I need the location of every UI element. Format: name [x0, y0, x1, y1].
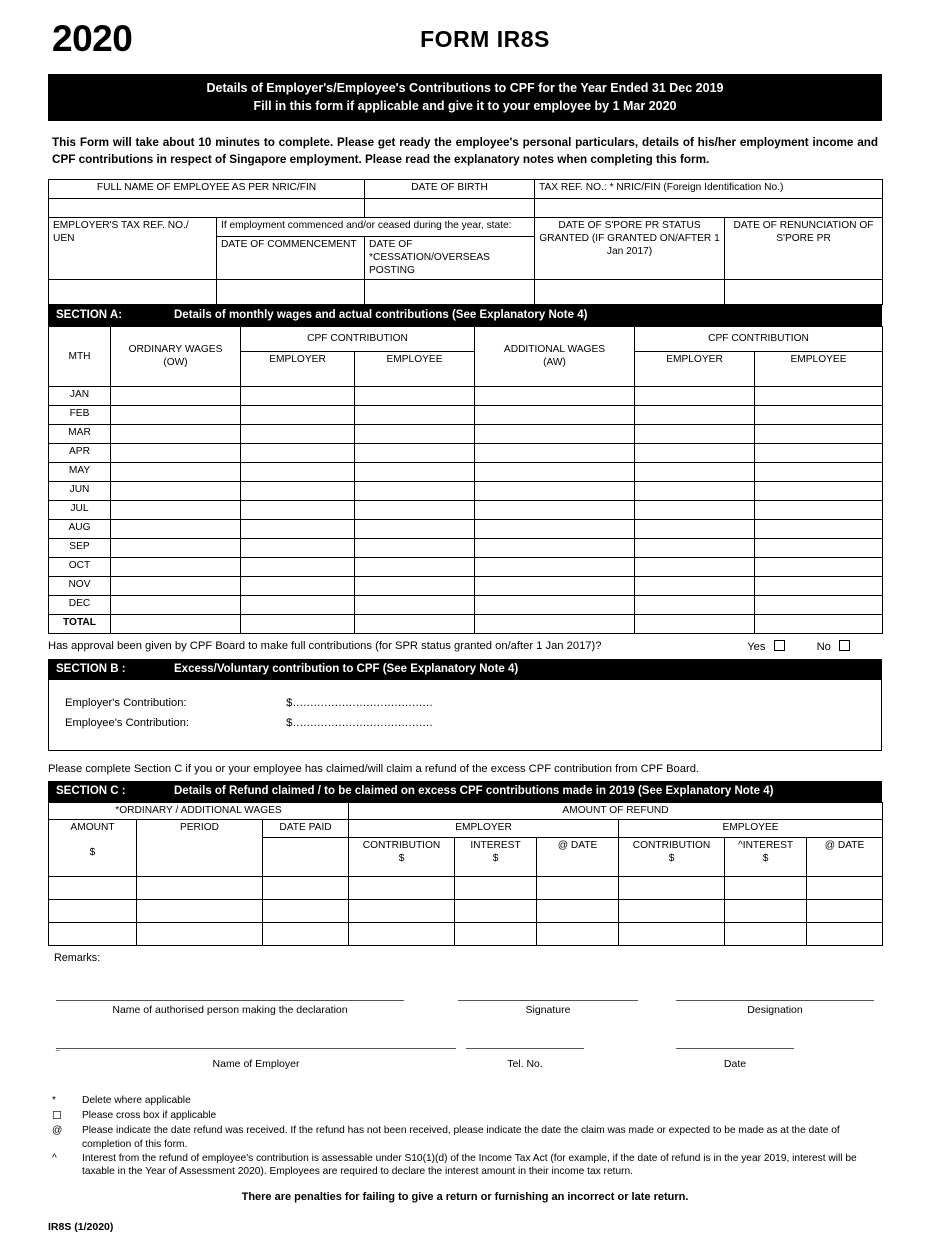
checkbox-yes[interactable]	[774, 640, 785, 651]
employer-contribution-row	[65, 694, 881, 714]
input-refund-r1-c8[interactable]	[807, 900, 883, 923]
col-amount-unit: $	[89, 847, 96, 859]
input-aw-employee-total[interactable]	[755, 615, 883, 634]
approval-yes-option[interactable]	[747, 639, 784, 653]
input-ow-employee-jul[interactable]	[355, 501, 475, 520]
table-row	[49, 444, 883, 463]
input-aw-employer-jan[interactable]	[635, 387, 755, 406]
input-ow-employer-total[interactable]	[241, 615, 355, 634]
input-aw-employee-feb[interactable]	[755, 406, 883, 425]
table-row	[49, 923, 883, 946]
approval-question-text: Has approval been given by CPF Board to make full contributions (for SPR status granted on/after 1 Jan 2017)?	[48, 640, 602, 653]
col-aw-abbr: (AW)	[543, 356, 566, 368]
footnote-item	[48, 1094, 882, 1107]
footnote-text: Please indicate the date refund was received. If the refund has not been received, please indicate the date the claim was made or expected to be made as at the date of completion of this form.	[82, 1125, 840, 1150]
cell-dob-label: DATE OF BIRTH	[365, 180, 535, 199]
col-additional-wages	[475, 327, 635, 387]
col-employee-at-date: @ DATE	[807, 838, 883, 877]
input-ow-employee-mar[interactable]	[355, 425, 475, 444]
table-row	[49, 577, 883, 596]
col-group-wages: *ORDINARY / ADDITIONAL WAGES	[49, 802, 349, 820]
input-aw-employee-sep[interactable]	[755, 539, 883, 558]
table-row	[49, 877, 883, 900]
input-refund-r2-c1[interactable]	[137, 923, 263, 946]
section-b-title: Excess/Voluntary contribution to CPF (See Explanatory Note 4)	[174, 663, 519, 676]
input-aw-total[interactable]	[475, 615, 635, 634]
input-ow-jun[interactable]	[111, 482, 241, 501]
input-pr-renunciation[interactable]	[725, 280, 883, 305]
input-refund-r0-c1[interactable]	[137, 877, 263, 900]
input-refund-r1-c0[interactable]	[49, 900, 137, 923]
input-refund-r0-c5[interactable]	[537, 877, 619, 900]
input-ow-employee-sep[interactable]	[355, 539, 475, 558]
input-ow-employer-may[interactable]	[241, 463, 355, 482]
input-aw-employer-oct[interactable]	[635, 558, 755, 577]
section-c-label: SECTION C :	[56, 784, 126, 797]
col-group-refund: AMOUNT OF REFUND	[349, 802, 883, 820]
input-aw-jul[interactable]	[475, 501, 635, 520]
input-ow-employer-nov[interactable]	[241, 577, 355, 596]
cell-date-commencement-label: DATE OF COMMENCEMENT	[217, 237, 365, 280]
col-refund-employer: EMPLOYER	[349, 820, 619, 838]
input-aw-employer-sep[interactable]	[635, 539, 755, 558]
input-aw-apr[interactable]	[475, 444, 635, 463]
input-ow-employee-apr[interactable]	[355, 444, 475, 463]
input-aw-employer-jun[interactable]	[635, 482, 755, 501]
col-employer-interest-text: INTEREST	[470, 840, 521, 852]
input-aw-employee-mar[interactable]	[755, 425, 883, 444]
col-employee-interest-text: ^INTEREST	[737, 840, 794, 852]
cpf-approval-question-row	[48, 639, 882, 653]
month-label: JUN	[49, 482, 111, 501]
col-cpf-contribution-ow: CPF CONTRIBUTION	[241, 327, 475, 352]
table-row	[49, 596, 883, 615]
caption-name-employer: Name of Employer	[212, 1058, 300, 1071]
footnote-symbol: *	[52, 1095, 56, 1107]
input-aw-employer-mar[interactable]	[635, 425, 755, 444]
input-aw-feb[interactable]	[475, 406, 635, 425]
section-b-body	[48, 680, 882, 750]
col-mth: MTH	[49, 327, 111, 387]
input-ow-employer-oct[interactable]	[241, 558, 355, 577]
footnote-text: Please cross box if applicable	[82, 1109, 217, 1121]
section-c-bar	[48, 781, 882, 802]
input-refund-r1-c7[interactable]	[725, 900, 807, 923]
col-amount-text: AMOUNT	[70, 822, 115, 834]
input-aw-may[interactable]	[475, 463, 635, 482]
footnote-symbol: @	[52, 1125, 63, 1137]
input-employee-contribution[interactable]: $........................................	[286, 717, 434, 730]
input-aw-employer-apr[interactable]	[635, 444, 755, 463]
section-a-label: SECTION A:	[56, 309, 123, 322]
input-pr-granted[interactable]	[535, 280, 725, 305]
input-aw-employer-dec[interactable]	[635, 596, 755, 615]
approval-no-option[interactable]	[817, 639, 850, 653]
input-ow-employee-jun[interactable]	[355, 482, 475, 501]
input-aw-employer-nov[interactable]	[635, 577, 755, 596]
section-a-title: Details of monthly wages and actual contributions (See Explanatory Note 4)	[174, 309, 588, 322]
form-year: 2020	[52, 18, 133, 59]
input-ow-nov[interactable]	[111, 577, 241, 596]
input-aw-employee-dec[interactable]	[755, 596, 883, 615]
col-amount	[49, 820, 137, 877]
col-date-paid-spacer	[263, 838, 349, 877]
input-refund-r0-c2[interactable]	[263, 877, 349, 900]
footnotes-list	[48, 1094, 882, 1179]
col-employee-contribution-text: CONTRIBUTION	[632, 840, 711, 852]
month-label: OCT	[49, 558, 111, 577]
section-b-label: SECTION B :	[56, 663, 126, 676]
input-ow-employee-oct[interactable]	[355, 558, 475, 577]
input-aw-aug[interactable]	[475, 520, 635, 539]
table-row	[49, 520, 883, 539]
table-row	[49, 482, 883, 501]
input-refund-r1-c4[interactable]	[455, 900, 537, 923]
footnote-text: Delete where applicable	[82, 1095, 191, 1107]
form-page	[0, 18, 930, 1233]
employee-contribution-row	[65, 714, 881, 734]
input-aw-employer-aug[interactable]	[635, 520, 755, 539]
input-ow-employer-jul[interactable]	[241, 501, 355, 520]
input-refund-r2-c6[interactable]	[619, 923, 725, 946]
month-label: JAN	[49, 387, 111, 406]
input-ow-employer-jan[interactable]	[241, 387, 355, 406]
month-label: SEP	[49, 539, 111, 558]
month-label: DEC	[49, 596, 111, 615]
form-header	[48, 18, 882, 70]
table-row	[49, 463, 883, 482]
col-employer-aw: EMPLOYER	[635, 352, 755, 387]
col-employer-interest	[455, 838, 537, 877]
input-refund-r1-c6[interactable]	[619, 900, 725, 923]
footnote-item	[48, 1152, 882, 1179]
cell-commenced-note: If employment commenced and/or ceased during the year, state:	[217, 218, 535, 237]
table-row	[49, 280, 883, 305]
input-ow-employee-nov[interactable]	[355, 577, 475, 596]
input-ow-total[interactable]	[111, 615, 241, 634]
col-employer-ow: EMPLOYER	[241, 352, 355, 387]
line-designation[interactable]	[676, 1000, 874, 1001]
table-row	[49, 558, 883, 577]
input-refund-r2-c0[interactable]	[49, 923, 137, 946]
input-refund-r2-c8[interactable]	[807, 923, 883, 946]
caption-designation: Designation	[747, 1004, 803, 1017]
input-refund-r0-c0[interactable]	[49, 877, 137, 900]
col-refund-employee: EMPLOYEE	[619, 820, 883, 838]
input-dob[interactable]	[365, 199, 535, 218]
input-date-cessation[interactable]	[365, 280, 535, 305]
approval-yes-label: Yes	[747, 641, 766, 654]
cell-date-cessation-label: DATE OF *CESSATION/OVERSEAS POSTING	[365, 237, 535, 280]
monthly-wages-table	[48, 326, 883, 634]
col-ow-text: ORDINARY WAGES	[128, 344, 223, 356]
input-ow-mar[interactable]	[111, 425, 241, 444]
table-row	[49, 218, 883, 237]
input-aw-employer-may[interactable]	[635, 463, 755, 482]
col-period: PERIOD	[137, 820, 263, 877]
input-ow-dec[interactable]	[111, 596, 241, 615]
table-row	[49, 501, 883, 520]
declaration-area	[48, 964, 882, 1082]
input-aw-nov[interactable]	[475, 577, 635, 596]
footnote-item	[48, 1109, 882, 1124]
col-employer-contribution-text: CONTRIBUTION	[362, 840, 441, 852]
table-row	[49, 425, 883, 444]
intro-paragraph: This Form will take about 10 minutes to complete. Please get ready the employee's personal particulars, details of his/her employment income and CPF contributions in respect of Singapore employment. Please read the explanatory notes when completing this form.	[52, 136, 878, 167]
input-full-name[interactable]	[49, 199, 365, 218]
input-refund-r1-c2[interactable]	[263, 900, 349, 923]
input-refund-r0-c8[interactable]	[807, 877, 883, 900]
input-aw-employee-may[interactable]	[755, 463, 883, 482]
table-row	[49, 199, 883, 218]
col-employee-aw: EMPLOYEE	[755, 352, 883, 387]
line-tel-no[interactable]	[466, 1048, 584, 1049]
month-label: FEB	[49, 406, 111, 425]
line-date[interactable]	[676, 1048, 794, 1049]
penalty-notice: There are penalties for failing to give a return or furnishing an incorrect or late return.	[241, 1190, 689, 1203]
col-employee-ow: EMPLOYEE	[355, 352, 475, 387]
col-aw-text: ADDITIONAL WAGES	[503, 344, 606, 356]
employer-contribution-label: Employer's Contribution:	[65, 697, 187, 710]
footnote-text: Interest from the refund of employee's contribution is assessable under S10(1)(d) of the Income Tax Act (for example, if the date of refund is in the year 2019, interest will be taxable in the Year of Assessment 2020). Employees are required to declare the interest amount in their income tax return.	[82, 1153, 857, 1178]
input-refund-r2-c3[interactable]	[349, 923, 455, 946]
approval-no-label: No	[816, 641, 831, 654]
cell-pr-granted-label: DATE OF S'PORE PR STATUS GRANTED (IF GRANTED ON/AFTER 1 Jan 2017)	[535, 218, 725, 280]
input-refund-r1-c5[interactable]	[537, 900, 619, 923]
input-ow-employee-total[interactable]	[355, 615, 475, 634]
input-employer-tax-ref[interactable]	[49, 280, 217, 305]
input-refund-r2-c5[interactable]	[537, 923, 619, 946]
caption-date: Date	[723, 1058, 747, 1071]
input-refund-r0-c4[interactable]	[455, 877, 537, 900]
input-aw-employee-jun[interactable]	[755, 482, 883, 501]
table-header-row	[49, 327, 883, 352]
input-refund-r1-c1[interactable]	[137, 900, 263, 923]
input-ow-employer-jun[interactable]	[241, 482, 355, 501]
table-row	[49, 539, 883, 558]
input-refund-r2-c2[interactable]	[263, 923, 349, 946]
employee-particulars-table	[48, 179, 883, 305]
table-header-row	[49, 820, 883, 838]
input-ow-oct[interactable]	[111, 558, 241, 577]
input-ow-employee-may[interactable]	[355, 463, 475, 482]
input-ow-employee-dec[interactable]	[355, 596, 475, 615]
line-signature[interactable]	[458, 1000, 638, 1001]
col-employer-at-date: @ DATE	[537, 838, 619, 877]
input-refund-r0-c3[interactable]	[349, 877, 455, 900]
input-date-commencement[interactable]	[217, 280, 365, 305]
section-c-note: Please complete Section C if you or your employee has claimed/will claim a refund of the excess CPF contribution from CPF Board.	[48, 762, 700, 775]
form-title: FORM IR8S	[420, 26, 550, 52]
section-b-bar	[48, 659, 882, 680]
caption-tel-no: Tel. No.	[507, 1058, 543, 1071]
table-total-row	[49, 615, 883, 634]
col-employer-contribution	[349, 838, 455, 877]
month-label: MAY	[49, 463, 111, 482]
input-ow-feb[interactable]	[111, 406, 241, 425]
section-a-bar	[48, 305, 882, 326]
input-ow-aug[interactable]	[111, 520, 241, 539]
col-employee-contribution-unit: $	[668, 852, 675, 864]
footnote-symbol: ☐	[52, 1109, 62, 1122]
col-cpf-contribution-aw: CPF CONTRIBUTION	[635, 327, 883, 352]
input-aw-employee-aug[interactable]	[755, 520, 883, 539]
input-tax-ref[interactable]	[535, 199, 883, 218]
month-label: APR	[49, 444, 111, 463]
col-date-paid: DATE PAID	[263, 820, 349, 838]
input-aw-employer-jul[interactable]	[635, 501, 755, 520]
input-ow-employer-mar[interactable]	[241, 425, 355, 444]
col-ordinary-wages	[111, 327, 241, 387]
footer-form-id: IR8S (1/2020)	[48, 1220, 114, 1233]
section-c-title: Details of Refund claimed / to be claimed on excess CPF contributions made in 2019 (See Explanatory Note 4)	[174, 784, 774, 797]
input-aw-jun[interactable]	[475, 482, 635, 501]
table-row	[49, 180, 883, 199]
dash-mark: ‾	[56, 1050, 60, 1062]
line-name-employer[interactable]	[56, 1048, 456, 1049]
footnote-item	[48, 1124, 882, 1151]
cell-employer-tax-ref-label: EMPLOYER'S TAX REF. NO./ UEN	[49, 218, 217, 280]
input-aw-dec[interactable]	[475, 596, 635, 615]
footnote-symbol: ^	[52, 1153, 57, 1164]
line-name-authorised[interactable]	[56, 1000, 404, 1001]
input-aw-sep[interactable]	[475, 539, 635, 558]
input-ow-may[interactable]	[111, 463, 241, 482]
input-refund-r2-c7[interactable]	[725, 923, 807, 946]
input-aw-jan[interactable]	[475, 387, 635, 406]
col-employer-interest-unit: $	[492, 852, 499, 864]
table-row	[49, 900, 883, 923]
banner-line-2: Fill in this form if applicable and give it to your employee by 1 Mar 2020	[253, 99, 677, 114]
month-label: MAR	[49, 425, 111, 444]
col-employee-interest	[725, 838, 807, 877]
form-banner	[48, 74, 882, 121]
checkbox-no[interactable]	[839, 640, 850, 651]
total-label: TOTAL	[49, 615, 111, 634]
table-row	[49, 406, 883, 425]
input-aw-mar[interactable]	[475, 425, 635, 444]
input-ow-employer-feb[interactable]	[241, 406, 355, 425]
table-row	[49, 387, 883, 406]
input-aw-employee-jan[interactable]	[755, 387, 883, 406]
input-aw-employer-feb[interactable]	[635, 406, 755, 425]
col-ow-abbr: (OW)	[163, 356, 188, 368]
col-employer-contribution-unit: $	[398, 852, 405, 864]
input-ow-employer-sep[interactable]	[241, 539, 355, 558]
input-ow-employee-aug[interactable]	[355, 520, 475, 539]
banner-line-1: Details of Employer's/Employee's Contributions to CPF for the Year Ended 31 Dec 2019	[206, 81, 724, 95]
table-header-row	[49, 802, 883, 820]
input-refund-r2-c4[interactable]	[455, 923, 537, 946]
remarks-label: Remarks:	[54, 952, 101, 965]
input-ow-employee-feb[interactable]	[355, 406, 475, 425]
month-label: AUG	[49, 520, 111, 539]
month-label: NOV	[49, 577, 111, 596]
input-aw-employee-jul[interactable]	[755, 501, 883, 520]
input-ow-jul[interactable]	[111, 501, 241, 520]
caption-name-authorised: Name of authorised person making the declaration	[112, 1004, 348, 1017]
input-ow-apr[interactable]	[111, 444, 241, 463]
input-aw-employee-apr[interactable]	[755, 444, 883, 463]
employee-contribution-label: Employee's Contribution:	[65, 717, 190, 730]
input-ow-employer-dec[interactable]	[241, 596, 355, 615]
input-aw-employer-total[interactable]	[635, 615, 755, 634]
input-aw-employee-oct[interactable]	[755, 558, 883, 577]
input-aw-employee-nov[interactable]	[755, 577, 883, 596]
input-ow-sep[interactable]	[111, 539, 241, 558]
input-employer-contribution[interactable]: $........................................	[286, 697, 434, 710]
input-ow-employee-jan[interactable]	[355, 387, 475, 406]
col-employee-contribution	[619, 838, 725, 877]
cell-tax-ref-label: TAX REF. NO.: * NRIC/FIN (Foreign Identification No.)	[535, 180, 883, 199]
input-ow-employer-apr[interactable]	[241, 444, 355, 463]
input-aw-oct[interactable]	[475, 558, 635, 577]
input-refund-r1-c3[interactable]	[349, 900, 455, 923]
input-ow-jan[interactable]	[111, 387, 241, 406]
month-label: JUL	[49, 501, 111, 520]
caption-signature: Signature	[525, 1004, 571, 1017]
cell-full-name-label: FULL NAME OF EMPLOYEE AS PER NRIC/FIN	[49, 180, 365, 199]
input-refund-r0-c7[interactable]	[725, 877, 807, 900]
input-ow-employer-aug[interactable]	[241, 520, 355, 539]
refund-details-table	[48, 802, 883, 947]
cell-pr-renunciation-label: DATE OF RENUNCIATION OF S'PORE PR	[725, 218, 883, 280]
input-refund-r0-c6[interactable]	[619, 877, 725, 900]
col-employee-interest-unit: $	[762, 852, 769, 864]
